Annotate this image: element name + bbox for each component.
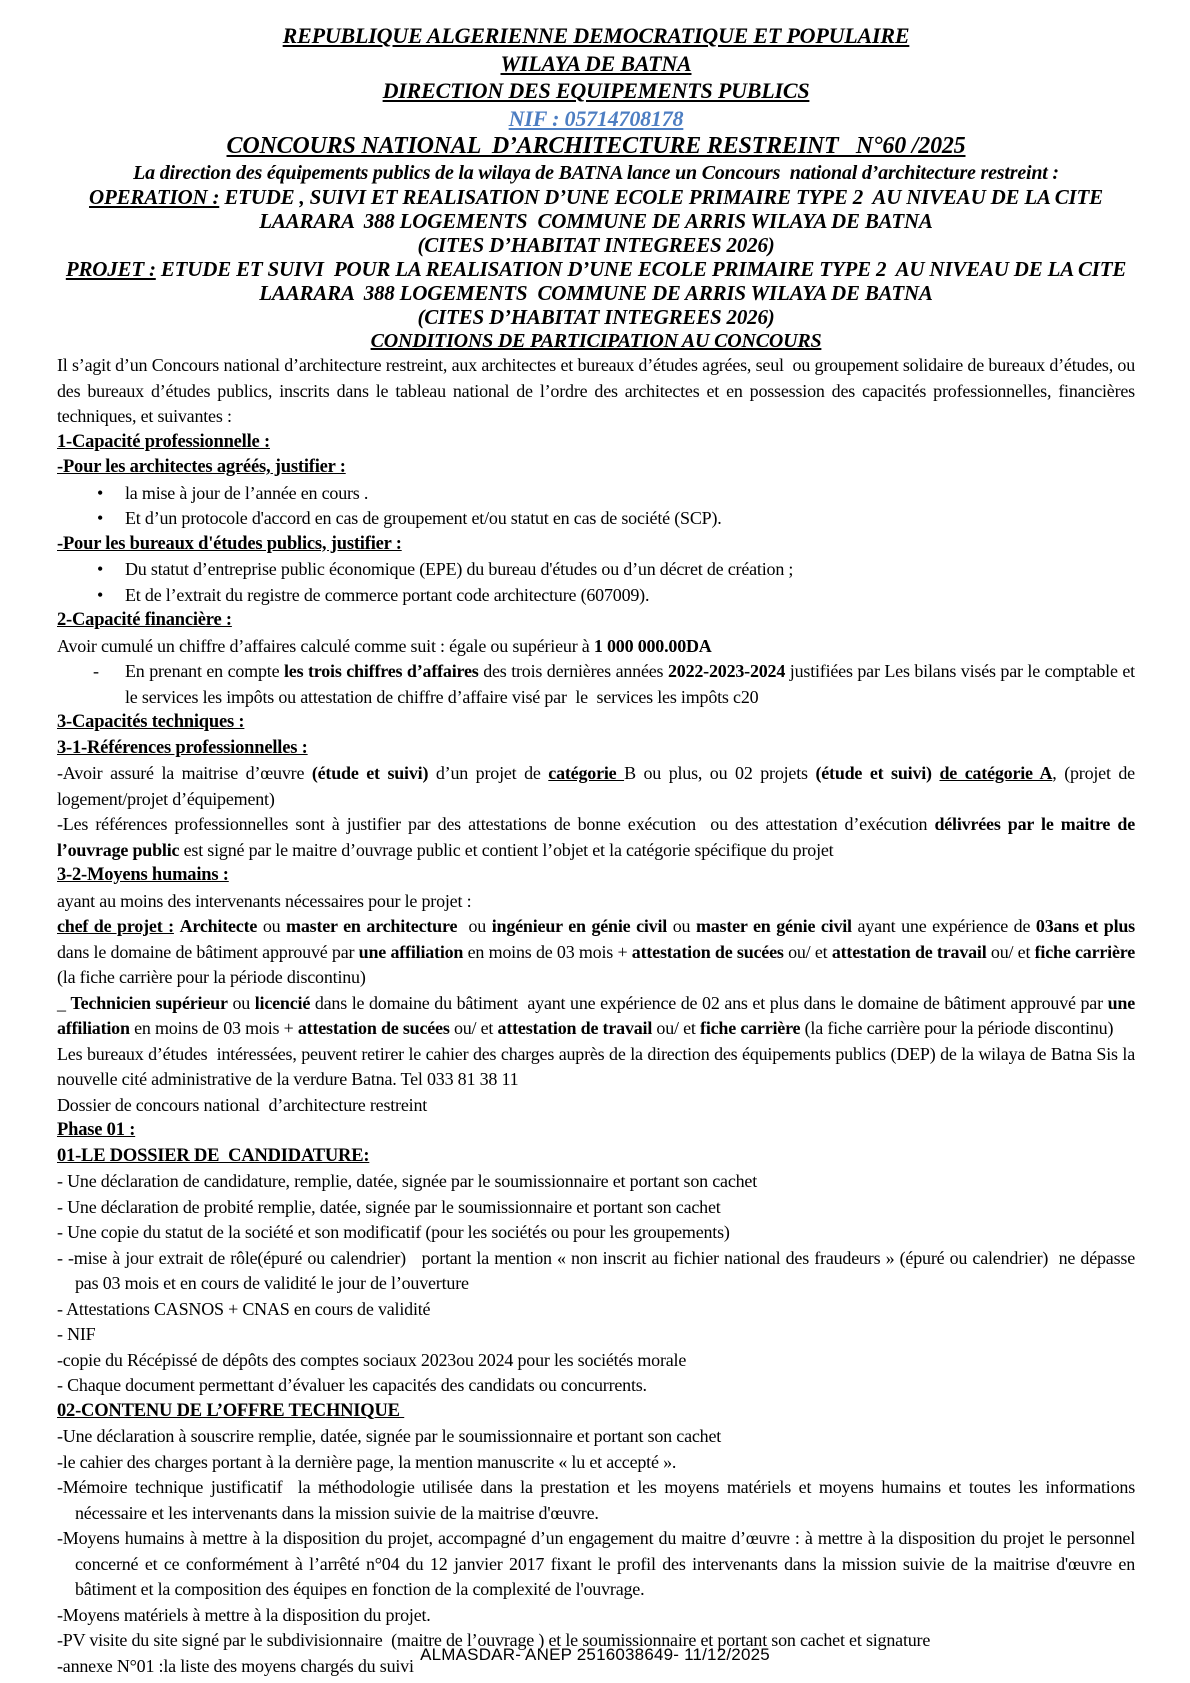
text-run: ou/ et [449, 1018, 498, 1038]
item-declaration-souscrire [57, 1424, 1135, 1450]
text-run: DIRECTION DES EQUIPEMENTS PUBLICS [382, 78, 810, 103]
item-recepisse-comptes [57, 1348, 1135, 1374]
bullet-statut-epe [57, 557, 1135, 583]
text-run: ingénieur en génie civil [491, 916, 668, 936]
para-maitrise-oeuvre [57, 761, 1140, 812]
operation-cite [57, 233, 1135, 257]
text-run: la mise à jour de l’année en cours . [125, 482, 369, 503]
heading-phase-01 [57, 1118, 1135, 1144]
item-extrait-role [57, 1246, 1140, 1297]
text-run: - Chaque document permettant d’évaluer les capacités des candidats ou concurrents. [57, 1375, 647, 1395]
item-nif [57, 1322, 1135, 1348]
text-run: 2022-2023-2024 [667, 661, 786, 681]
text-run: Il s’agit d’un Concours national d’architecture restreint, aux architectes et bureaux d’études agrées, seul ou groupement solidaire de bureaux d’études, ou des bureaux d’études publics, inscrits dans le tableau national de l’ordre des architectes et en possession des capacités professionnelles, financières techniques, et suivantes : [57, 355, 1140, 426]
text-run: 02-CONTENU DE L’OFFRE TECHNIQUE [57, 1400, 405, 1421]
para-technicien-superieur [57, 991, 1140, 1042]
item-moyens-humains-disposition [57, 1526, 1140, 1603]
item-moyens-materiels [57, 1603, 1135, 1629]
text-run: - Une déclaration de probité remplie, datée, signée par le soumissionnaire et portant son cachet [57, 1196, 721, 1217]
heading-moyens-humains [57, 863, 1135, 889]
heading-architectes-agrees [57, 455, 1135, 481]
header-nif [57, 105, 1135, 133]
text-run: OPERATION : [89, 185, 220, 209]
text-run: catégorie [548, 763, 625, 783]
item-copie-statut [57, 1220, 1135, 1246]
dash-trois-chiffres [57, 659, 1144, 710]
text-run: , (projet de logement/projet d’équipement) [57, 763, 1140, 809]
text-run: dans le domaine de bâtiment approuvé par [57, 916, 1140, 962]
text-run: -le cahier des charges portant à la dernière page, la mention manuscrite « lu et accepté ». [57, 1451, 677, 1472]
dash-marker: - [93, 661, 99, 681]
text-run: chef de projet : [57, 916, 174, 936]
text-run: Architecte [179, 916, 258, 936]
text-run: - Une copie du statut de la société et son modificatif (pour les sociétés ou pour les groupements) [57, 1222, 730, 1242]
bullet-protocole-accord [57, 506, 1135, 532]
item-attestations-casnos-cnas [57, 1297, 1135, 1323]
bullet-marker: • [97, 482, 104, 503]
text-run: ou/ et [986, 941, 1035, 962]
text-run: -Pour les architectes agréés, justifier : [57, 457, 346, 477]
text-run: dans le domaine du bâtiment ayant une expérience de 02 ans et plus dans le domaine de bâtiment approuvé par [310, 992, 1108, 1013]
text-run: fiche carrière [1034, 941, 1136, 962]
text-run: master en architecture [286, 916, 463, 936]
text-run: Et de l’extrait du registre de commerce portant code architecture (607009). [125, 584, 650, 605]
text-run: -copie du Récépissé de dépôts des comptes sociaux 2023ou 2024 pour les sociétés morale [57, 1349, 687, 1370]
text-run: _ [57, 992, 71, 1013]
heading-contenu-offre-technique [57, 1399, 1135, 1425]
text-run: ou [667, 916, 696, 936]
text-run: attestation de sucées [297, 1018, 450, 1038]
text-run: fiche carrière [700, 1018, 801, 1038]
para-chef-de-projet [57, 914, 1140, 991]
text-run: licencié [254, 992, 311, 1013]
para-intervenants [57, 889, 1135, 915]
text-run: 3-1-Références professionnelles : [57, 737, 308, 758]
bullet-registre-commerce [57, 583, 1135, 609]
para-dossier-concours [57, 1093, 1135, 1119]
text-run: ou [462, 916, 492, 936]
text-run: ou/ et [783, 941, 832, 962]
text-run: CONDITIONS DE PARTICIPATION AU CONCOURS [370, 330, 822, 352]
item-chaque-document [57, 1373, 1135, 1399]
text-run: ETUDE ET SUIVI POUR LA REALISATION D’UNE ECOLE PRIMAIRE TYPE 2 AU NIVEAU DE LA CITE LAARARA 388 LOGEMENTS COMMUNE DE ARRIS WILAYA DE BATNA [155, 257, 1132, 305]
text-run: d’un projet de [428, 763, 549, 783]
text-run: REPUBLIQUE ALGERIENNE DEMOCRATIQUE ET POPULAIRE [282, 23, 910, 48]
title-concours [57, 132, 1135, 161]
text-run: -Une déclaration à souscrire remplie, datée, signée par le soumissionnaire et portant son cachet [57, 1426, 722, 1446]
bullet-marker: • [97, 584, 104, 605]
text-run: ayant une expérience de [851, 916, 1036, 936]
text-run: 1-Capacité professionnelle : [57, 431, 270, 452]
text-run: - Une déclaration de candidature, remplie, datée, signée par le soumissionnaire et portant son cachet [57, 1171, 758, 1191]
document-content [57, 22, 1144, 1679]
anep-footer-line: ALMASDAR- ANEP 2516038649- 11/12/2025 [420, 1645, 770, 1664]
text-run: justifiées par Les bilans visés par le comptable et le services les impôts ou attestation de chiffre d’affaire visé par le services les impôts c20 [125, 661, 1144, 707]
text-run: une affiliation [57, 992, 1140, 1038]
para-references-justifier [57, 812, 1140, 863]
intro-paragraph [57, 353, 1140, 430]
item-cahier-charges-mention [57, 1450, 1135, 1476]
text-run: de catégorie A [939, 763, 1053, 783]
text-run: ou/ et [652, 1018, 701, 1038]
para-retrait-cahier-charges [57, 1042, 1140, 1093]
text-run: Technicien supérieur [70, 992, 228, 1013]
text-run: - Attestations CASNOS + CNAS en cours de validité [57, 1298, 431, 1319]
text-run: attestation de travail [831, 941, 987, 962]
text-run: 3-Capacités techniques : [57, 712, 245, 732]
text-run: (étude et suivi) [815, 763, 932, 783]
operation-line [57, 185, 1135, 233]
text-run: est signé par le maitre d’ouvrage public et contient l’objet et la catégorie spécifique du projet [179, 839, 834, 860]
text-run: 03ans et plus [1035, 916, 1135, 936]
text-run: Les bureaux d’études intéressées, peuvent retirer le cahier des charges auprès de la direction des équipements publics (DEP) de la wilaya de Batna Sis la nouvelle cité administrative de la verdure Batna. Tel 033 81 38 11 [57, 1043, 1140, 1089]
header-republic [57, 22, 1135, 50]
text-run: une affiliation [358, 941, 464, 962]
text-run: -Avoir assuré la maitrise d’œuvre [57, 763, 312, 783]
text-run: La direction des équipements publics de la wilaya de BATNA lance un Concours national d’architecture restreint : [133, 162, 1059, 184]
text-run: des trois dernières années [478, 661, 668, 681]
heading-bureaux-etudes-publics [57, 532, 1135, 558]
text-run: -Les références professionnelles sont à justifier par des attestations de bonne exécution ou des attestation d’exécution [57, 814, 935, 834]
item-memoire-technique [57, 1475, 1140, 1526]
text-run: ETUDE , SUIVI ET REALISATION D’UNE ECOLE PRIMAIRE TYPE 2 AU NIVEAU DE LA CITE LAARARA 388 LOGEMENTS COMMUNE DE ARRIS WILAYA DE BATNA [219, 185, 1109, 233]
header-wilaya [57, 50, 1135, 78]
text-run: attestation de travail [497, 1018, 653, 1038]
bullet-marker: • [97, 559, 104, 579]
text-run: WILAYA DE BATNA [500, 50, 692, 76]
text-run: en moins de 03 mois + [463, 941, 632, 962]
text-run: ou [257, 916, 287, 936]
text-run: NIF : 05714708178 [508, 105, 684, 131]
text-run: -Moyens matériels à mettre à la disposition du projet. [57, 1604, 431, 1625]
text-run: master en génie civil [695, 916, 852, 936]
text-run: -Moyens humains à mettre à la disposition du projet, accompagné d’un engagement du maitre d’œuvre : à mettre à la disposition du projet le personnel concerné et ce conformément à l’arrêté n°04 du 12 janvier 2017 fixant le profil des intervenants dans la mission suivie de la maitrise d'œuvre en bâtiment et la composition des équipes en fonction de la complexité de l'ouvrage. [57, 1528, 1140, 1599]
heading-capacites-techniques [57, 710, 1135, 736]
text-run: En prenant en compte [125, 661, 284, 681]
text-run: (étude et suivi) [311, 763, 429, 783]
text-run: 01-LE DOSSIER DE CANDIDATURE: [57, 1145, 370, 1166]
text-run: les trois chiffres d’affaires [283, 661, 479, 681]
text-run: CONCOURS NATIONAL D’ARCHITECTURE RESTREINT N°60 /2025 [226, 133, 966, 159]
text-run: -Pour les bureaux d'études publics, justifier : [57, 533, 402, 554]
text-run: en moins de 03 mois + [129, 1018, 298, 1038]
projet-line [57, 257, 1135, 305]
heading-references-professionnelles [57, 736, 1135, 762]
text-run: (CITES D’HABITAT INTEGREES 2026) [417, 305, 775, 329]
text-run: ou [227, 992, 255, 1013]
heading-capacite-professionnelle [57, 430, 1135, 456]
projet-cite [57, 305, 1135, 329]
item-declaration-probite [57, 1195, 1135, 1221]
text-run: Et d’un protocole d'accord en cas de groupement et/ou statut en cas de société (SCP). [125, 508, 722, 528]
text-run: 2-Capacité financière : [57, 610, 232, 630]
text-run: -PV visite du site signé par le subdivisionnaire (maitre de l’ouvrage ) et le soumissionnaire et portant son cachet et signature [57, 1630, 931, 1650]
text-run: 3-2-Moyens humains : [57, 865, 229, 885]
item-declaration-candidature [57, 1169, 1135, 1195]
text-run: - NIF [57, 1324, 96, 1344]
bullet-mise-a-jour [57, 481, 1135, 507]
text-run: PROJET : [65, 257, 156, 281]
text-run: B ou plus, ou 02 projets [624, 763, 816, 783]
text-run: (la fiche carrière pour la période discontinu) [800, 1018, 1114, 1038]
heading-dossier-candidature [57, 1144, 1135, 1170]
text-run: Avoir cumulé un chiffre d’affaires calculé comme suit : égale ou supérieur à [57, 635, 594, 656]
para-chiffre-affaires [57, 634, 1135, 660]
bullet-marker: • [97, 508, 104, 528]
header-direction [57, 77, 1135, 105]
text-run: 1 000 000.00DA [593, 635, 712, 656]
intro-line [57, 161, 1135, 185]
text-run: délivrées par le maitre de l’ouvrage public [57, 814, 1140, 860]
text-run: Du statut d’entreprise public économique (EPE) du bureau d'études ou d’un décret de création ; [125, 559, 794, 579]
conditions-heading [57, 329, 1135, 353]
text-run: (la fiche carrière pour la période discontinu) [57, 941, 1140, 987]
text-run: ayant au moins des intervenants nécessaires pour le projet : [57, 890, 472, 911]
text-run: attestation de sucées [631, 941, 784, 962]
text-run: -Mémoire technique justificatif la méthodologie utilisée dans la prestation et les moyens matériels et moyens humains et toutes les informations nécessaire et les intervenants dans la mission suivie de la maitrise d'œuvre. [57, 1477, 1140, 1523]
heading-capacite-financiere [57, 608, 1135, 634]
text-run: (CITES D’HABITAT INTEGREES 2026) [417, 233, 775, 257]
text-run: -annexe N°01 :la liste des moyens chargés du suivi [57, 1655, 414, 1676]
text-run: Phase 01 : [57, 1120, 136, 1140]
text-run: Dossier de concours national d’architecture restreint [57, 1094, 428, 1115]
text-run: - -mise à jour extrait de rôle(épuré ou calendrier) portant la mention « non inscrit au fichier national des fraudeurs » (épuré ou calendrier) ne dépasse pas 03 mois et en cours de validité le jour de l’ouverture [57, 1247, 1140, 1293]
